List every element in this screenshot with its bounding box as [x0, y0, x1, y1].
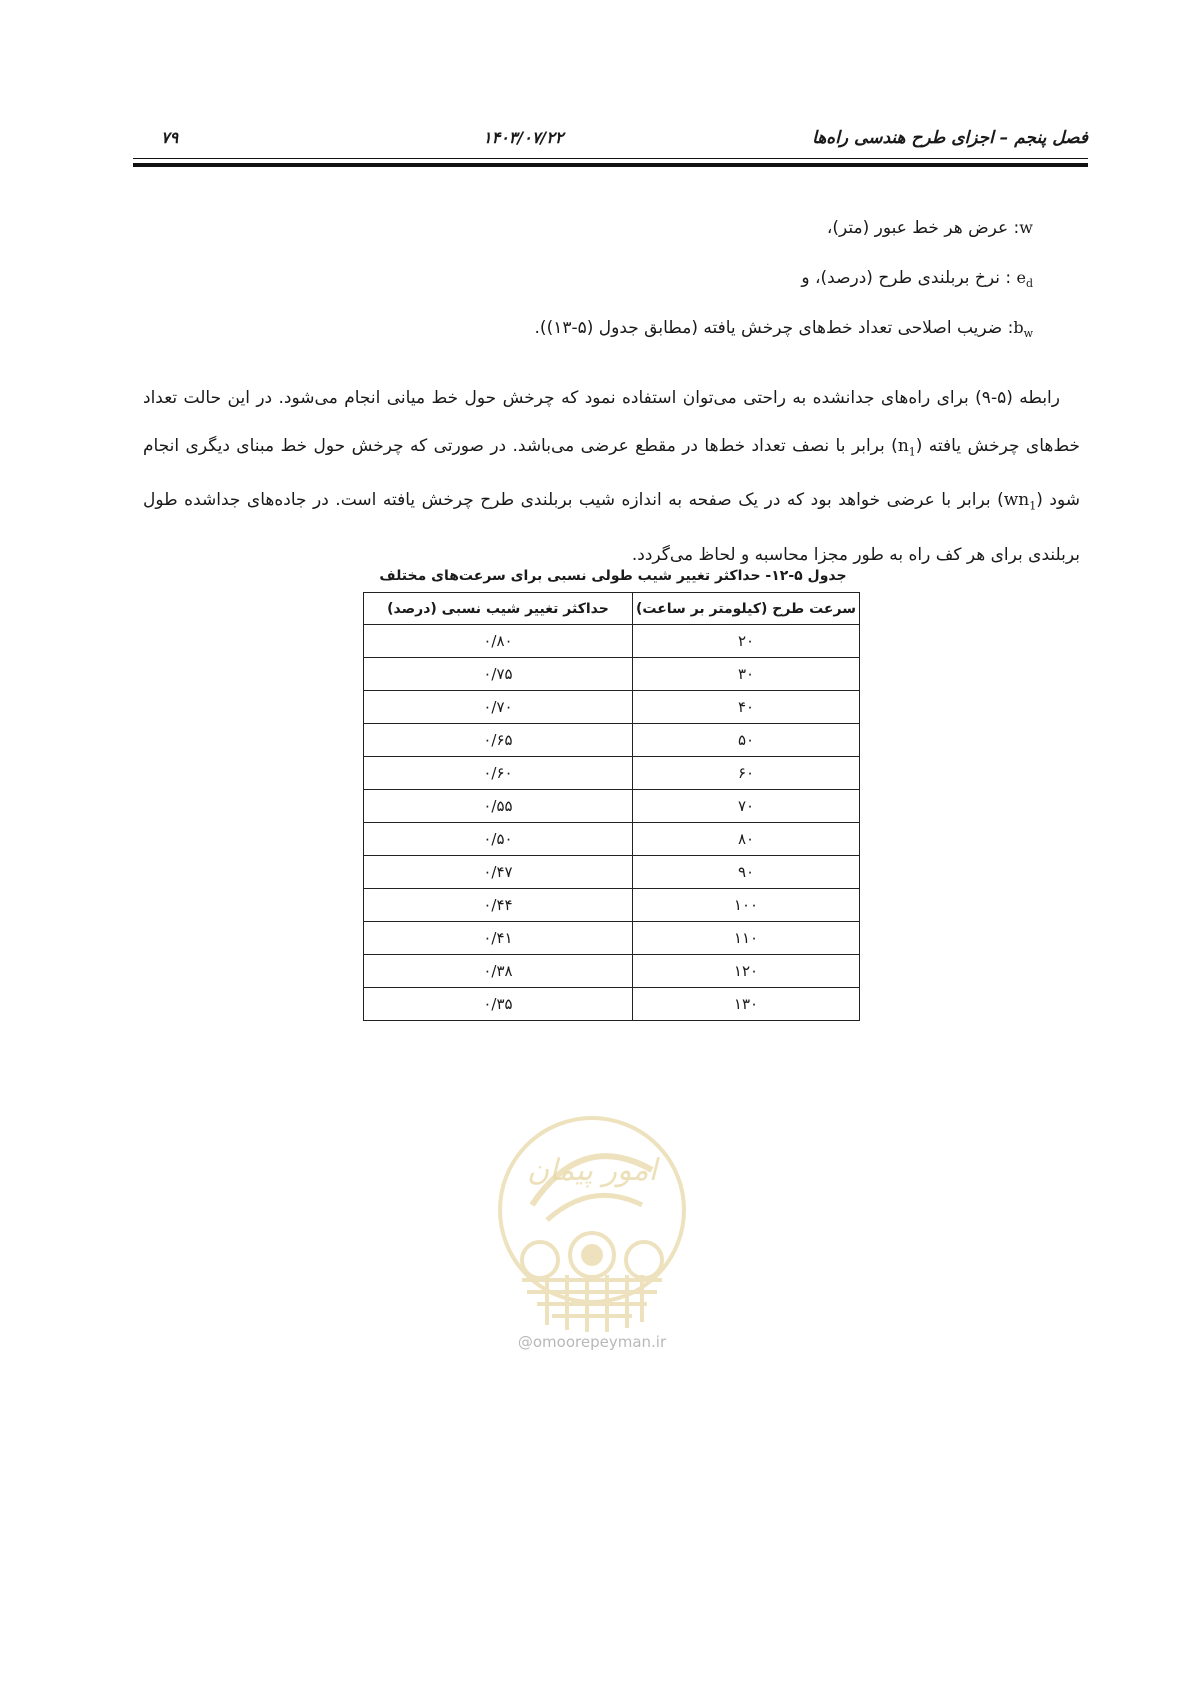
speed-cell: ۷۰ [633, 790, 860, 823]
speed-cell: ۲۰ [633, 625, 860, 658]
definition-ed [133, 268, 1088, 318]
chapter-title: فصل پنجم – اجزای طرح هندسی راه‌ها [812, 128, 1088, 148]
table-row [364, 757, 860, 790]
slope-cell: ۰/۴۱ [364, 922, 633, 955]
table-row [364, 856, 860, 889]
slope-cell: ۰/۵۵ [364, 790, 633, 823]
speed-cell: ۵۰ [633, 724, 860, 757]
table-row [364, 658, 860, 691]
slope-cell: ۰/۳۵ [364, 988, 633, 1021]
slope-cell: ۰/۵۰ [364, 823, 633, 856]
header-rule-thin [133, 158, 1088, 159]
table-row [364, 625, 860, 658]
speed-cell: ۱۲۰ [633, 955, 860, 988]
table-caption: جدول ۵-۱۲- حداکثر تغییر شیب طولی نسبی برای سرعت‌های مختلف [379, 568, 847, 584]
speed-cell: ۶۰ [633, 757, 860, 790]
definition-text: : عرض هر خط عبور (متر)، [826, 218, 1020, 238]
speed-cell: ۱۰۰ [633, 889, 860, 922]
speed-cell: ۸۰ [633, 823, 860, 856]
definition-symbol: w [1019, 218, 1033, 237]
slope-cell: ۰/۶۰ [364, 757, 633, 790]
slope-cell: ۰/۷۵ [364, 658, 633, 691]
definition-symbol: $b_w$ [1013, 318, 1033, 341]
definition-text: : نرخ بربلندی طرح (درصد)، و [801, 268, 1017, 288]
svg-text:امور پیمان: امور پیمان [527, 1153, 657, 1188]
watermark-url: @omoorepeyman.ir [517, 1333, 667, 1351]
body-paragraph: رابطه (۵-۹) برای راه‌های جدانشده به راحتی می‌توان استفاده نمود که چرخش حول خط میانی انجام می‌شود. در این حالت تعداد خط‌های چرخش یافته $(n_1)$ برابر با نصف تعداد خط‌ها در مقطع عرضی می‌باشد. در صورتی که چرخش حول خط مبنای دیگری انجام شود $(wn_1)$ برابر با عرضی خواهد بود که در یک صفحه به اندازه شیب بربلندی طرح چرخش یافته است. در جاده‌های جداشده طول بربلندی برای هر کف راه به طور مجزا محاسبه و لحاظ می‌گردد. [143, 388, 1080, 565]
definition-w [133, 218, 1088, 268]
definition-bw [133, 318, 1088, 368]
table-row [364, 823, 860, 856]
table-header-row [364, 593, 860, 625]
table-header-speed: سرعت طرح (کیلومتر بر ساعت) [633, 593, 860, 625]
speed-cell: ۱۱۰ [633, 922, 860, 955]
table-row [364, 955, 860, 988]
speed-cell: ۳۰ [633, 658, 860, 691]
speed-cell: ۱۳۰ [633, 988, 860, 1021]
definition-symbol: $e_d$ [1016, 268, 1033, 291]
table-row [364, 691, 860, 724]
definition-text: : ضریب اصلاحی تعداد خط‌های چرخش یافته (مطابق جدول (۵-۱۳)). [534, 318, 1014, 338]
table-row [364, 790, 860, 823]
table-row [364, 988, 860, 1021]
slope-cell: ۰/۸۰ [364, 625, 633, 658]
table-row [364, 724, 860, 757]
header-rule-thick [133, 163, 1088, 167]
speed-cell: ۹۰ [633, 856, 860, 889]
table-row [364, 889, 860, 922]
watermark-logo [492, 1110, 692, 1340]
data-table [363, 592, 860, 1021]
slope-cell: ۰/۷۰ [364, 691, 633, 724]
slope-cell: ۰/۴۴ [364, 889, 633, 922]
speed-cell: ۴۰ [633, 691, 860, 724]
slope-cell: ۰/۶۵ [364, 724, 633, 757]
page-header [133, 128, 1088, 150]
slope-cell: ۰/۳۸ [364, 955, 633, 988]
slope-cell: ۰/۴۷ [364, 856, 633, 889]
definitions-list [133, 218, 1088, 368]
table-row [364, 922, 860, 955]
table-header-slope: حداکثر تغییر شیب نسبی (درصد) [364, 593, 633, 625]
header-date: ۱۴۰۳/۰۷/۲۲ [483, 128, 564, 147]
page-number: ۷۹ [161, 128, 179, 147]
